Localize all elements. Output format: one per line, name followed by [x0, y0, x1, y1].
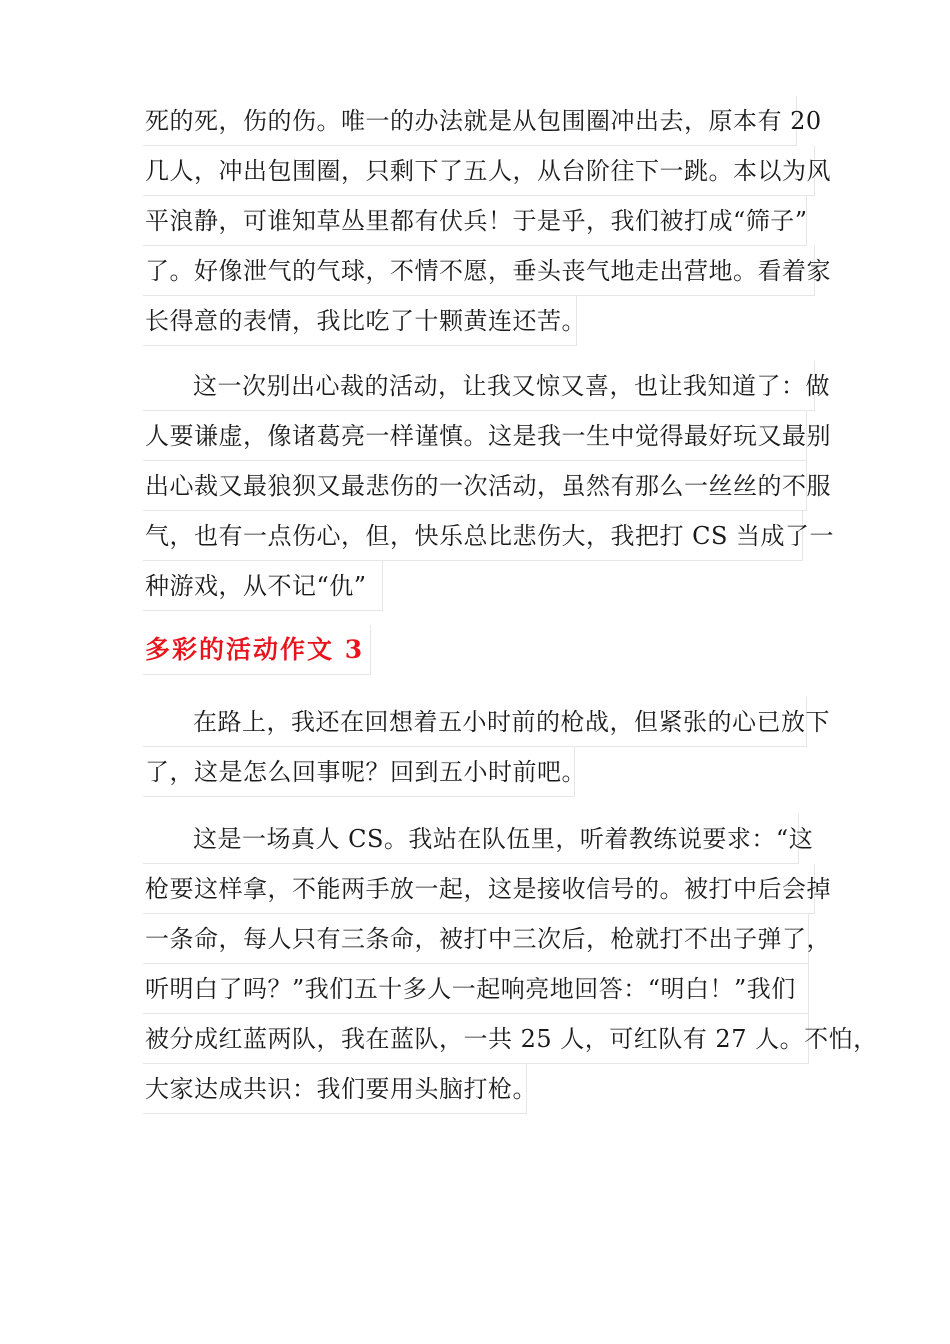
- paragraph-line: 大家达成共识：我们要用头脑打枪。: [143, 1064, 527, 1114]
- paragraph-line: 这是一场真人 CS。我站在队伍里，听着教练说要求：“这: [143, 814, 799, 864]
- paragraph-1: [143, 96, 831, 346]
- paragraph-line: 长得意的表情，我比吃了十颗黄连还苦。: [143, 296, 577, 346]
- paragraph-2: [143, 361, 835, 611]
- paragraph-3: [143, 697, 830, 797]
- paragraph-line: 死的死，伤的伤。唯一的办法就是从包围圈冲出去，原本有 20: [143, 96, 797, 146]
- paragraph-line: 一条命，每人只有三条命，被打中三次后，枪就打不出子弹了，: [143, 914, 809, 964]
- paragraph-4: [143, 814, 878, 1114]
- paragraph-line: 了。好像泄气的气球，不情不愿，垂头丧气地走出营地。看着家: [143, 246, 815, 296]
- paragraph-line: 这一次别出心裁的活动，让我又惊又喜，也让我知道了：做: [143, 361, 815, 411]
- paragraph-line: 几人，冲出包围圈，只剩下了五人，从台阶往下一跳。本以为风: [143, 146, 815, 196]
- paragraph-line: 气，也有一点伤心，但，快乐总比悲伤大，我把打 CS 当成了一: [143, 511, 803, 561]
- section-heading: 多彩的活动作文 3: [143, 625, 371, 675]
- paragraph-line: 听明白了吗？”我们五十多人一起响亮地回答：“明白！”我们: [143, 964, 809, 1014]
- paragraph-line: 人要谦虚，像诸葛亮一样谨慎。这是我一生中觉得最好玩又最别: [143, 411, 807, 461]
- paragraph-line: 在路上，我还在回想着五小时前的枪战，但紧张的心已放下: [143, 697, 807, 747]
- paragraph-line: 平浪静，可谁知草丛里都有伏兵！于是乎，我们被打成“筛子”: [143, 196, 807, 246]
- paragraph-line: 出心裁又最狼狈又最悲伤的一次活动，虽然有那么一丝丝的不服: [143, 461, 807, 511]
- paragraph-line: 种游戏，从不记“仇”: [143, 561, 383, 611]
- paragraph-line: 枪要这样拿，不能两手放一起，这是接收信号的。被打中后会掉: [143, 864, 815, 914]
- paragraph-line: 了，这是怎么回事呢？回到五小时前吧。: [143, 747, 575, 797]
- paragraph-line: 被分成红蓝两队，我在蓝队，一共 25 人，可红队有 27 人。不怕，: [143, 1014, 809, 1064]
